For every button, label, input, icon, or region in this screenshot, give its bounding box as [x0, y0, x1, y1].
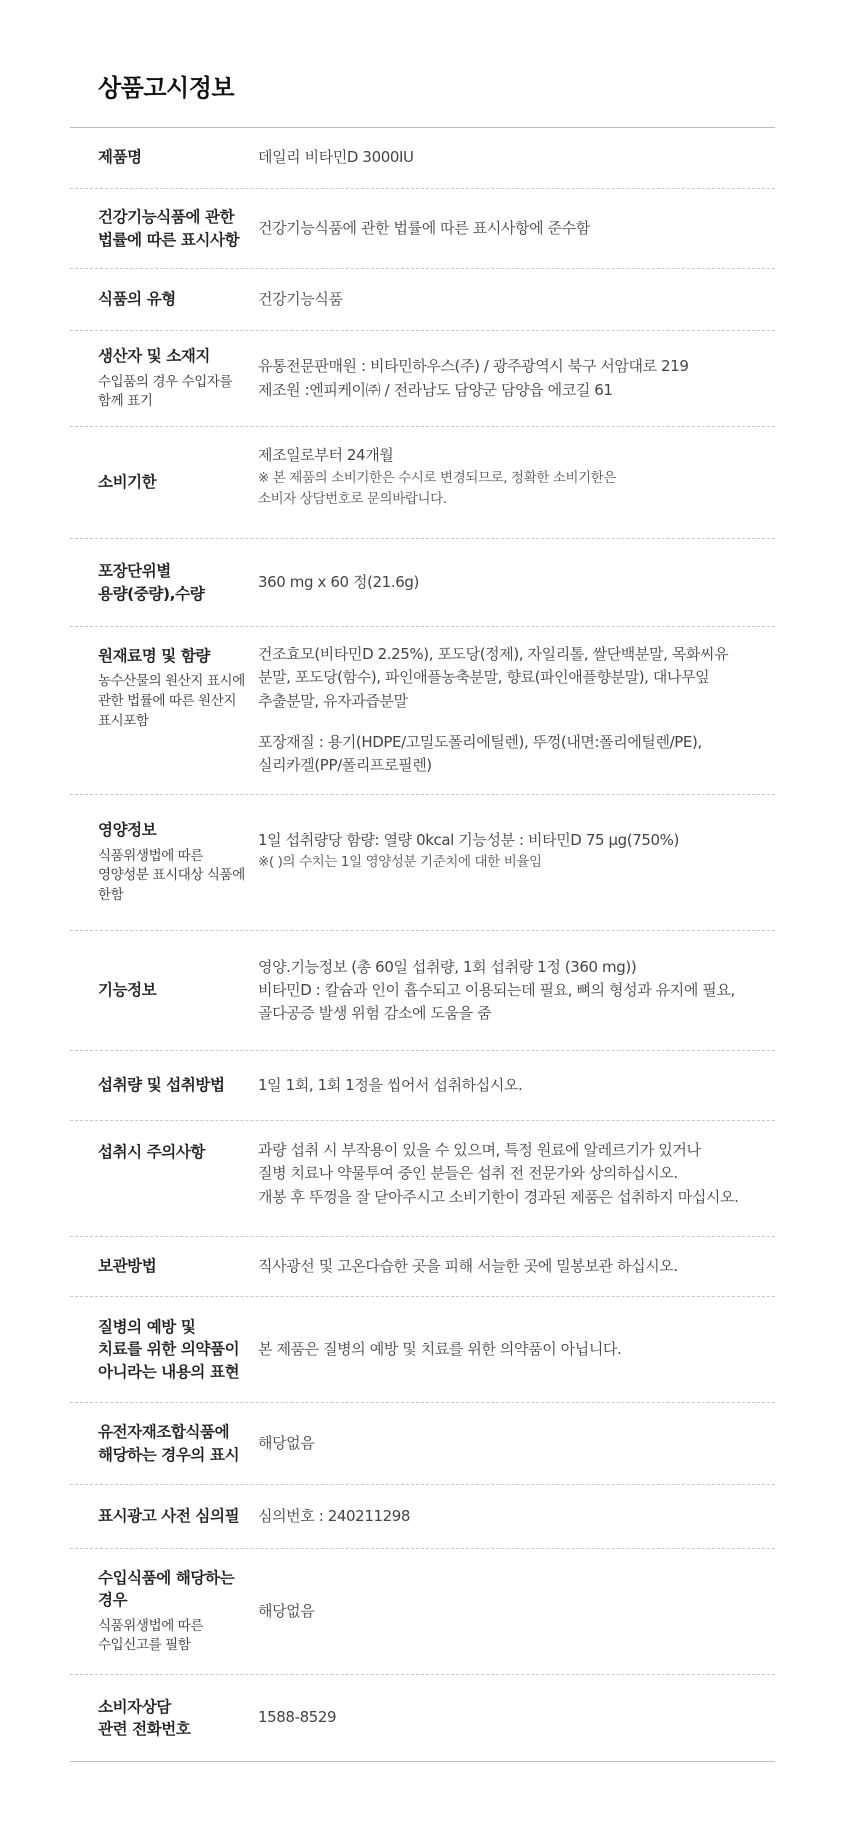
- row-value: 심의번호 : 240211298: [258, 1506, 411, 1525]
- table-bottom-divider: [70, 1761, 775, 1762]
- row-note: ※( )의 수치는 1일 영양성분 기준치에 대한 비율임: [258, 854, 542, 871]
- page-title: 상품고시정보: [98, 74, 235, 102]
- row-value: 개봉 후 뚜껑을 잘 닫아주시고 소비기한이 경과된 제품은 섭취하지 마십시오.: [258, 1187, 739, 1206]
- row-note: ※ 본 제품의 소비기한은 수시로 변경되므로, 정확한 소비기한은: [258, 469, 617, 486]
- row-value: 제조일로부터 24개월: [258, 446, 394, 465]
- row-value: 제조원 :엔피케이㈜ / 전라남도 담양군 담양읍 에코길 61: [258, 380, 613, 399]
- row-label: 식품의 유형: [98, 290, 176, 309]
- table-row-expiry: [70, 427, 775, 539]
- row-value: 해당없음: [258, 1601, 315, 1620]
- row-label: 생산자 및 소재지: [98, 347, 211, 366]
- table-row-gmo: [70, 1403, 775, 1485]
- table-row-storage: [70, 1237, 775, 1297]
- row-value: 골다공증 발생 위험 감소에 도움을 줌: [258, 1004, 492, 1023]
- row-label: 기능정보: [98, 981, 157, 1000]
- table-row-ad-review: [70, 1485, 775, 1549]
- row-label: 수입식품에 해당하는 경우: [98, 1568, 235, 1610]
- row-label: 원재료명 및 함량: [98, 647, 211, 665]
- row-value: 유통전문판매원 : 비타민하우스(주) / 광주광역시 북구 서암대로 219: [258, 357, 689, 376]
- row-value: 1일 1회, 1회 1정을 씹어서 섭취하십시오.: [258, 1075, 523, 1094]
- table-row-nutrition: [70, 795, 775, 931]
- row-label: 제품명: [98, 148, 142, 167]
- row-value: 분말, 포도당(함수), 파인애플농축분말, 향료(파인애플향분말), 대나무잎: [258, 668, 710, 687]
- row-label: 섭취량 및 섭취방법: [98, 1076, 225, 1095]
- row-value: 포장재질 : 용기(HDPE/고밀도폴리에틸렌), 뚜껑(내면:폴리에틸렌/PE),: [258, 732, 702, 751]
- table-row-ingredients: [70, 627, 775, 795]
- row-label: 보관방법: [98, 1257, 157, 1276]
- row-value: 과량 섭취 시 부작용이 있을 수 있으며, 특정 원료에 알레르기가 있거나: [258, 1141, 701, 1159]
- row-value: 1일 섭취량당 함량: 열량 0kcal 기능성분 : 비타민D 75 μg(750%): [258, 831, 679, 850]
- row-sublabel: 수입품의 경우 수입자를 함께 표기: [98, 373, 233, 410]
- row-sublabel: 식품위생법에 따른 수입신고를 필함: [98, 1617, 204, 1654]
- row-label: 질병의 예방 및 치료를 위한 의약품이 아니라는 내용의 표현: [98, 1317, 240, 1381]
- row-value: 360 mg x 60 정(21.6g): [258, 572, 419, 591]
- row-value: 건강기능식품에 관한 법률에 따른 표시사항에 준수함: [258, 218, 590, 237]
- table-row-dosage: [70, 1051, 775, 1121]
- table-row-product-name: [70, 127, 775, 189]
- table-row-imported-food: [70, 1549, 775, 1675]
- row-value: 데일리 비타민D 3000IU: [258, 147, 414, 166]
- table-row-not-medicine: [70, 1297, 775, 1403]
- row-label: 영양정보: [98, 821, 157, 840]
- row-label: 섭취시 주의사항: [98, 1143, 206, 1161]
- row-value: 직사광선 및 고온다습한 곳을 피해 서늘한 곳에 밀봉보관 하십시오.: [258, 1256, 678, 1275]
- table-row-food-type: [70, 269, 775, 331]
- row-note: 소비자 상담번호로 문의바랍니다.: [258, 491, 447, 508]
- row-value: 실리카겔(PP/폴리프로필렌): [258, 756, 432, 774]
- row-label: 표시광고 사전 심의필: [98, 1507, 240, 1526]
- table-row-package-quantity: [70, 539, 775, 627]
- row-label: 포장단위별 용량(중량),수량: [98, 562, 205, 603]
- row-sublabel: 식품위생법에 따른 영양성분 표시대상 식품에 한함: [98, 847, 245, 904]
- table-row-consumer-phone: [70, 1675, 775, 1761]
- row-value: 질병 치료나 약물투여 중인 분들은 섭취 전 전문가와 상의하십시오.: [258, 1164, 678, 1183]
- table-row-precautions: [70, 1121, 775, 1237]
- row-value: 해당없음: [258, 1433, 315, 1452]
- row-label: 소비기한: [98, 473, 157, 492]
- row-value: 추출분말, 유자과즙분말: [258, 691, 408, 710]
- row-sublabel: 농수산물의 원산지 표시에 관한 법률에 따른 원산지 표시포함: [98, 673, 245, 729]
- table-row-health-food-law: [70, 189, 775, 269]
- row-value: 건조효모(비타민D 2.25%), 포도당(정제), 자일리톨, 쌀단백분말, 목화씨유: [258, 645, 729, 663]
- row-value: 1588-8529: [258, 1708, 337, 1727]
- row-value: 건강기능식품: [258, 289, 343, 308]
- row-label: 소비자상담 관련 전화번호: [98, 1697, 191, 1738]
- table-row-manufacturer: [70, 331, 775, 427]
- row-value: 비타민D : 칼슘과 인이 흡수되고 이용되는데 필요, 뼈의 형성과 유지에 필요,: [258, 980, 735, 999]
- table-row-function: [70, 931, 775, 1051]
- row-value: 영양.기능정보 (총 60일 섭취량, 1회 섭취량 1정 (360 mg)): [258, 957, 637, 976]
- row-label: 건강기능식품에 관한 법률에 따른 표시사항: [98, 208, 240, 249]
- row-label: 유전자재조합식품에 해당하는 경우의 표시: [98, 1423, 240, 1464]
- row-value: 본 제품은 질병의 예방 및 치료를 위한 의약품이 아닙니다.: [258, 1339, 622, 1358]
